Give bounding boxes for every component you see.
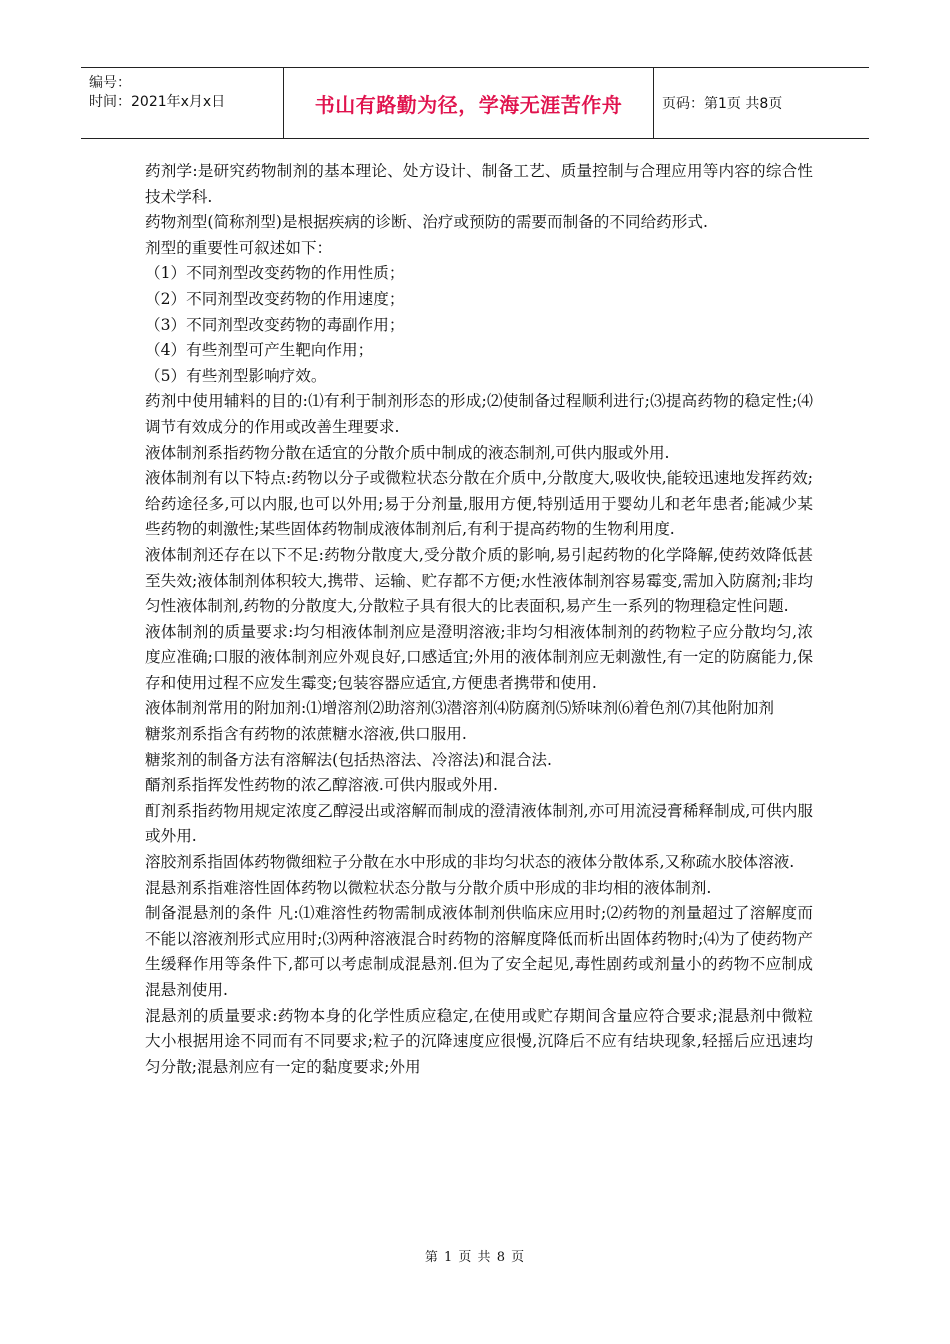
- page-header: [81, 67, 869, 139]
- paragraph: 液体制剂还存在以下不足:药物分散度大,受分散介质的影响,易引起药物的化学降解,使药效降低甚至失效;液体制剂体积较大,携带、运输、贮存都不方便;水性液体制剂容易霉变,需加入防腐剂;非均匀性液体制剂,药物的分散度大,分散粒子具有很大的比表面积,易产生一系列的物理稳定性问题.: [145, 545, 813, 616]
- paragraph: 剂型的重要性可叙述如下：: [145, 238, 333, 257]
- paragraph: 液体制剂常用的附加剂:⑴增溶剂⑵助溶剂⑶潜溶剂⑷防腐剂⑸矫味剂⑹着色剂⑺其他附加剂: [145, 699, 775, 718]
- document-date-label: 时间：2021年x月x日: [89, 94, 226, 110]
- header-page-info: 页码：第1页 共8页: [662, 96, 783, 112]
- header-meta: [81, 68, 284, 138]
- paragraph: 糖浆剂的制备方法有溶解法(包括热溶法、冷溶法)和混合法.: [145, 750, 552, 769]
- paragraph: 药剂学:是研究药物制剂的基本理论、处方设计、制备工艺、质量控制与合理应用等内容的综合性技术学科.: [145, 162, 813, 206]
- document-number-label: 编号：: [89, 75, 131, 91]
- list-item: （1）不同剂型改变药物的作用性质；: [145, 264, 405, 283]
- page-footer: 第 1 页 共 8 页: [424, 1250, 526, 1265]
- paragraph: 糖浆剂系指含有药物的浓蔗糖水溶液,供口服用.: [145, 725, 467, 744]
- list-item: （2）不同剂型改变药物的作用速度；: [145, 289, 405, 308]
- paragraph: 药物剂型(简称剂型)是根据疾病的诊断、治疗或预防的需要而制备的不同给药形式.: [145, 213, 708, 232]
- paragraph: 液体制剂系指药物分散在适宜的分散介质中制成的液态制剂,可供内服或外用.: [145, 443, 670, 462]
- paragraph: 制备混悬剂的条件 凡:⑴难溶性药物需制成液体制剂供临床应用时;⑵药物的剂量超过了溶解度而不能以溶液剂形式应用时;⑶两种溶液混合时药物的溶解度降低而析出固体药物时;⑷为了使药物产生缓释作用等条件下,都可以考虑制成混悬剂.但为了安全起见,毒性剧药或剂量小的药物不应制成混悬剂使用.: [145, 904, 813, 999]
- paragraph: 混悬剂系指难溶性固体药物以微粒状态分散与分散介质中形成的非均相的液体制剂.: [145, 878, 712, 897]
- paragraph: 液体制剂的质量要求:均匀相液体制剂应是澄明溶液;非均匀相液体制剂的药物粒子应分散均匀,浓度应准确;口服的液体制剂应外观良好,口感适宜;外用的液体制剂应无刺激性,有一定的防腐能力,保存和使用过程不应发生霉变;包装容器应适宜,方便患者携带和使用.: [145, 622, 813, 692]
- paragraph: 酊剂系指药物用规定浓度乙醇浸出或溶解而制成的澄清液体制剂,亦可用流浸膏稀释制成,可供内服或外用.: [145, 801, 813, 846]
- paragraph: 醑剂系指挥发性药物的浓乙醇溶液.可供内服或外用.: [145, 776, 498, 795]
- document-body: [145, 159, 813, 1080]
- paragraph: 药剂中使用辅料的目的:⑴有利于制剂形态的形成;⑵使制备过程顺利进行;⑶提高药物的稳定性;⑷调节有效成分的作用或改善生理要求.: [145, 392, 814, 436]
- list-item: （5）有些剂型影响疗效。: [145, 366, 327, 385]
- paragraph: 溶胶剂系指固体药物微细粒子分散在水中形成的非均匀状态的液体分散体系,又称疏水胶体溶液.: [145, 853, 795, 872]
- paragraph: 混悬剂的质量要求:药物本身的化学性质应稳定,在使用或贮存期间含量应符合要求;混悬剂中微粒大小根据用途不同而有不同要求;粒子的沉降速度应很慢,沉降后不应有结块现象,轻摇后应迅速均匀分散;混悬剂应有一定的黏度要求;外用: [145, 1006, 813, 1076]
- list-item: （3）不同剂型改变药物的毒副作用；: [145, 315, 405, 334]
- header-motto: 书山有路勤为径，学海无涯苦作舟: [284, 68, 654, 138]
- list-item: （4）有些剂型可产生靶向作用；: [145, 341, 374, 360]
- paragraph: 液体制剂有以下特点:药物以分子或微粒状态分散在介质中,分散度大,吸收快,能较迅速地发挥药效;给药途径多,可以内服,也可以外用;易于分剂量,服用方便,特别适用于婴幼儿和老年患者;能减少某些药物的刺激性;某些固体药物制成液体制剂后,有利于提高药物的生物利用度.: [145, 469, 813, 539]
